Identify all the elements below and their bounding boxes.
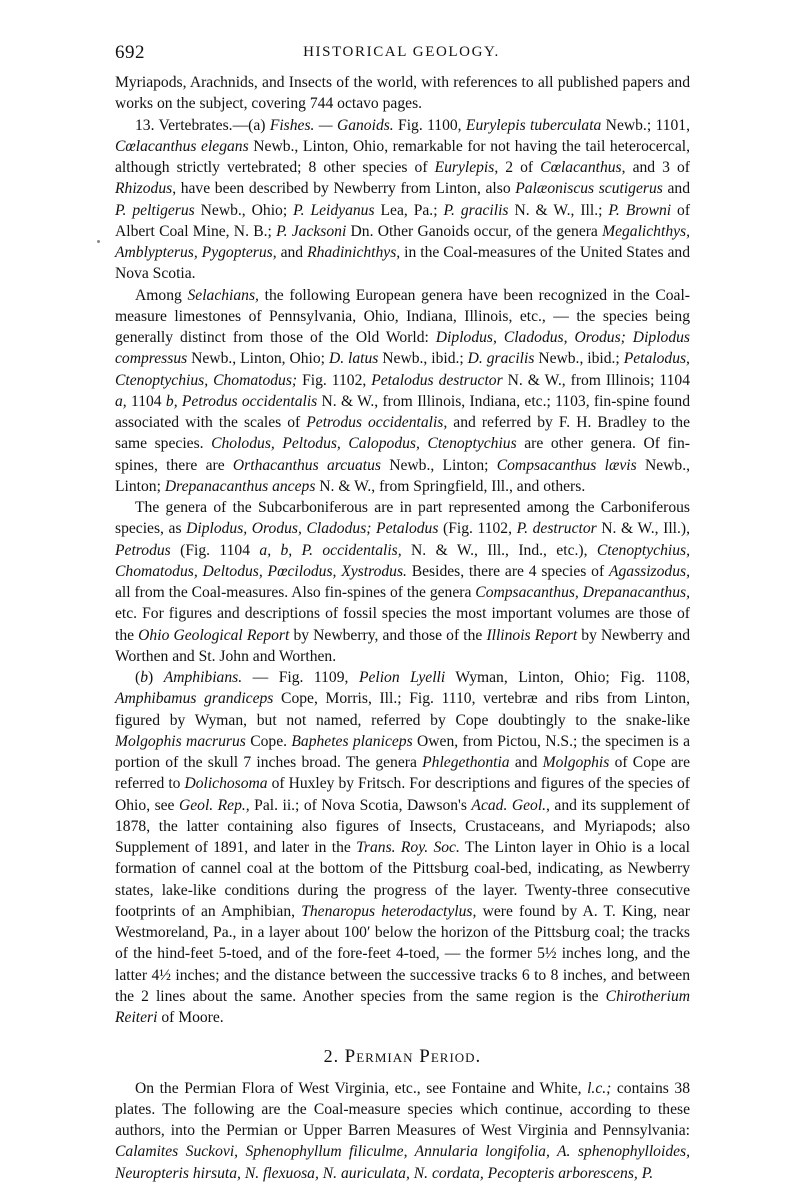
section-title: Permian Period. bbox=[344, 1046, 482, 1068]
section-number: 2. bbox=[323, 1046, 340, 1067]
paragraph-selachians: Among Selachians, the following European genera have been recognized in the Coal-measure limestones of Pennsylvania, Ohio, Indiana, Illinois, etc., — the species being generally distinct from those of the Old World: Diplodus, Cladodus, Orodus; Diplodus compressus Newb., Linton, Ohio; D. latus Newb., ibid.; D. gracilis Newb., ibid.; Petalodus, Ctenoptychius, Chomatodus; Fig. 1102, Petalodus destructor N. & W., from Illinois; 1104 a, 1104 b, Petrodus occidentalis N. & W., from Illinois, Indiana, etc.; 1103, fin-spine found associated with the scales of Petrodus occidentalis, and referred by F. H. Bradley to the same species. Cholodus, Peltodus, Calopodus, Ctenoptychius are other genera. Of fin-spines, there are Orthacanthus arcuatus Newb., Linton; Compsacanthus lævis Newb., Linton; Drepanacanthus anceps N. & W., from Springfield, Ill., and others. bbox=[115, 286, 691, 495]
running-title: HISTORICAL GEOLOGY. bbox=[303, 44, 500, 60]
paragraph-continued: Myriapods, Arachnids, and Insects of the world, with references to all published papers and works on the subject, covering 744 octavo pages. bbox=[115, 74, 690, 113]
paragraph-subcarboniferous: The genera of the Subcarboniferous are in part represented among the Carboniferous species, as Diplodus, Orodus, Cladodus; Petalodus (Fig. 1102, P. destructor N. & W., Ill.), Petrodus (Fig. 1104 a, b, P. occidentalis, N. & W., Ill., Ind., etc.), Ctenoptychius, Chomatodus, Deltodus, Pœcilodus, Xystrodus. Besides, there are 4 species of Agassizodus, all from the Coal-measures. Also fin-spines of the genera Compsacanthus, Drepanacanthus, etc. For figures and descriptions of fossil species the most important volumes are those of the Ohio Geological Report by Newberry, and those of the Illinois Report by Newberry and Worthen and St. John and Worthen. bbox=[115, 499, 690, 665]
page-header bbox=[115, 42, 688, 68]
section-heading bbox=[115, 1046, 690, 1067]
paragraph-amphibians: (b) Amphibians. — Fig. 1109, Pelion Lyelli Wyman, Linton, Ohio; Fig. 1108, Amphibamus grandiceps Cope, Morris, Ill.; Fig. 1110, vertebræ and ribs from Linton, figured by Wyman, but not named, referred by Cope doubtingly to the snake-like Molgophis macrurus Cope. Baphetes planiceps Owen, from Pictou, N.S.; the specimen is a portion of the skull 7 inches broad. The genera Phlegethontia and Molgophis of Cope are referred to Dolichosoma of Huxley by Fritsch. For descriptions and figures of the species of Ohio, see Geol. Rep., Pal. ii.; of Nova Scotia, Dawson's Acad. Geol., and its supplement of 1878, the latter containing also figures of Insects, Crustaceans, and Myriapods; also Supplement of 1891, and later in the Trans. Roy. Soc. The Linton layer in Ohio is a local formation of cannel coal at the bottom of the Pittsburg coal-bed, indicating, as Newberry states, lake-like conditions during the progress of the layer. Twenty-three consecutive footprints of an Amphibian, Thenaropus heterodactylus, were found by A. T. King, near Westmoreland, Pa., in a layer about 100′ below the horizon of the Pittsburg coal; the tracks of the hind-feet 5-toed, and of the fore-feet 4-toed, — the former 5½ inches long, and the latter 4½ inches; and the distance between the successive tracks 6 to 8 inches, and between the 2 lines about the same. Another species from the same region is the Chirotherium Reiteri of Moore. bbox=[115, 669, 691, 1026]
margin-mark bbox=[97, 240, 100, 243]
page-body bbox=[115, 72, 690, 1184]
paragraph-permian-flora: On the Permian Flora of West Virginia, etc., see Fontaine and White, l.c.; contains 38 plates. The following are the Coal-measure species which continue, according to these authors, into the Permian or Upper Barren Measures of West Virginia and Pennsylvania: Calamites Suckovi, Sphenophyllum filiculme, Annularia longifolia, A. sphenophylloides, Neuropteris hirsuta, N. flexuosa, N. auriculata, N. cordata, Pecopteris arborescens, P. bbox=[115, 1079, 690, 1182]
page-number: 692 bbox=[115, 42, 145, 63]
paragraph-vertebrates: 13. Vertebrates.—(a) Fishes. — Ganoids. Fig. 1100, Eurylepis tuberculata Newb.; 1101, Cœlacanthus elegans Newb., Linton, Ohio, remarkable for not having the tail heterocercal, although strictly vertebrated; 8 other species of Eurylepis, 2 of Cœlacanthus, and 3 of Rhizodus, have been described by Newberry from Linton, also Palæoniscus scutigerus and P. peltigerus Newb., Ohio; P. Leidyanus Lea, Pa.; P. gracilis N. & W., Ill.; P. Browni of Albert Coal Mine, N. B.; P. Jacksoni Dn. Other Ganoids occur, of the genera Megalichthys, Amblypterus, Pygopterus, and Rhadinichthys, in the Coal-measures of the United States and Nova Scotia. bbox=[115, 116, 691, 283]
